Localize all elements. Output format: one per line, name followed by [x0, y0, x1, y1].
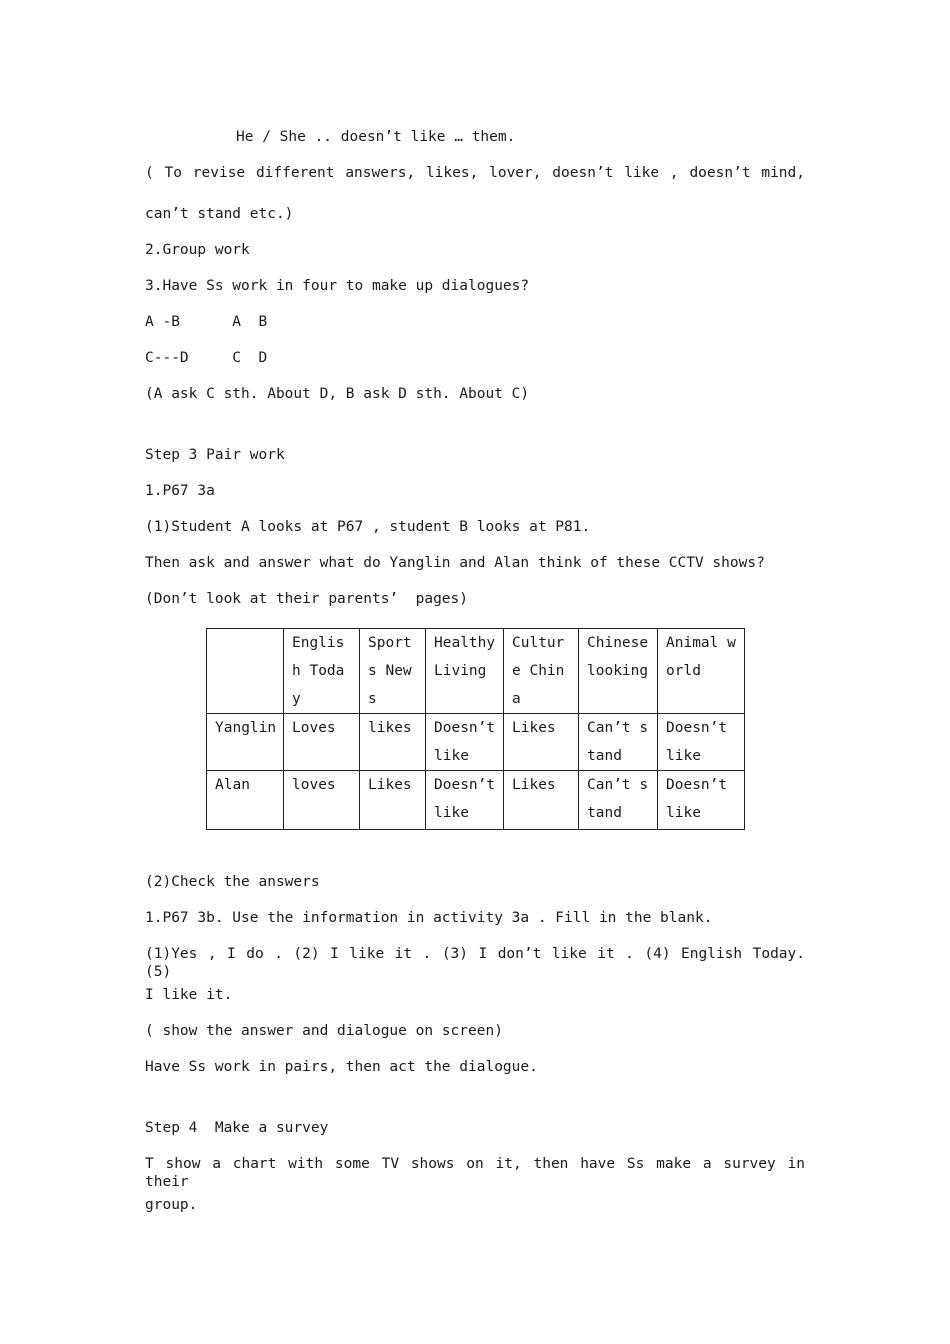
text-line: can’t stand etc.) — [145, 206, 294, 222]
table-header-cell: Sports News — [360, 629, 426, 714]
table-header-cell: Healthy Living — [426, 629, 504, 714]
table-row-label: Alan — [207, 771, 284, 830]
table-cell: loves — [284, 771, 360, 830]
text-line: He / She .. doesn’t like … them. — [236, 129, 516, 145]
text-line: (Don’t look at their parents’ pages) — [145, 591, 469, 607]
text-line: group. — [145, 1197, 198, 1213]
table-cell: Doesn’t like — [426, 771, 504, 830]
table-header-cell: Chinese looking — [579, 629, 658, 714]
table-header-cell: Culture China — [504, 629, 579, 714]
text-line: A -B A B — [145, 314, 268, 330]
table-cell: Doesn’t like — [658, 771, 745, 830]
table-row-label: Yanglin — [207, 714, 284, 771]
text-line: Then ask and answer what do Yanglin and Alan think of these CCTV shows? — [145, 555, 765, 571]
section-heading: Step 4 Make a survey — [145, 1120, 329, 1136]
text-line: I like it. — [145, 987, 233, 1003]
table-cell: Doesn’t like — [658, 714, 745, 771]
table-row — [207, 771, 745, 830]
table-cell: Likes — [504, 714, 579, 771]
text-line: (1)Yes , I do . (2) I like it . (3) I don’t like it . (4) English Today. (5) — [145, 946, 805, 980]
table-cell: Can’t stand — [579, 714, 658, 771]
tv-shows-table — [206, 628, 745, 830]
header-text: English Today — [292, 635, 345, 707]
table-cell: Likes — [504, 771, 579, 830]
text-line: (A ask C sth. About D, B ask D sth. About C) — [145, 386, 530, 402]
table-cell: Loves — [284, 714, 360, 771]
table-header-cell: Animal world — [658, 629, 745, 714]
text-line: 3.Have Ss work in four to make up dialogues? — [145, 278, 530, 294]
text-line: ( show the answer and dialogue on screen) — [145, 1023, 503, 1039]
table-header-row — [207, 629, 745, 714]
table-header-cell — [284, 629, 360, 714]
text-line: (2)Check the answers — [145, 874, 320, 890]
table-row — [207, 714, 745, 771]
text-line: 2.Group work — [145, 242, 250, 258]
text-line: T show a chart with some TV shows on it, then have Ss make a survey in their — [145, 1156, 805, 1190]
table-cell: likes — [360, 714, 426, 771]
section-heading: Step 3 Pair work — [145, 447, 285, 463]
table-cell: Doesn’t like — [426, 714, 504, 771]
text-line: 1.P67 3a — [145, 483, 215, 499]
text-line: Have Ss work in pairs, then act the dialogue. — [145, 1059, 538, 1075]
text-line: C---D C D — [145, 350, 268, 366]
text-line: (1)Student A looks at P67 , student B looks at P81. — [145, 519, 591, 535]
table-cell: Can’t stand — [579, 771, 658, 830]
text-line: 1.P67 3b. Use the information in activity 3a . Fill in the blank. — [145, 910, 713, 926]
table-cell: Likes — [360, 771, 426, 830]
table-cell — [207, 629, 284, 714]
text-line: ( To revise different answers, likes, lover, doesn’t like , doesn’t mind, — [145, 165, 805, 181]
